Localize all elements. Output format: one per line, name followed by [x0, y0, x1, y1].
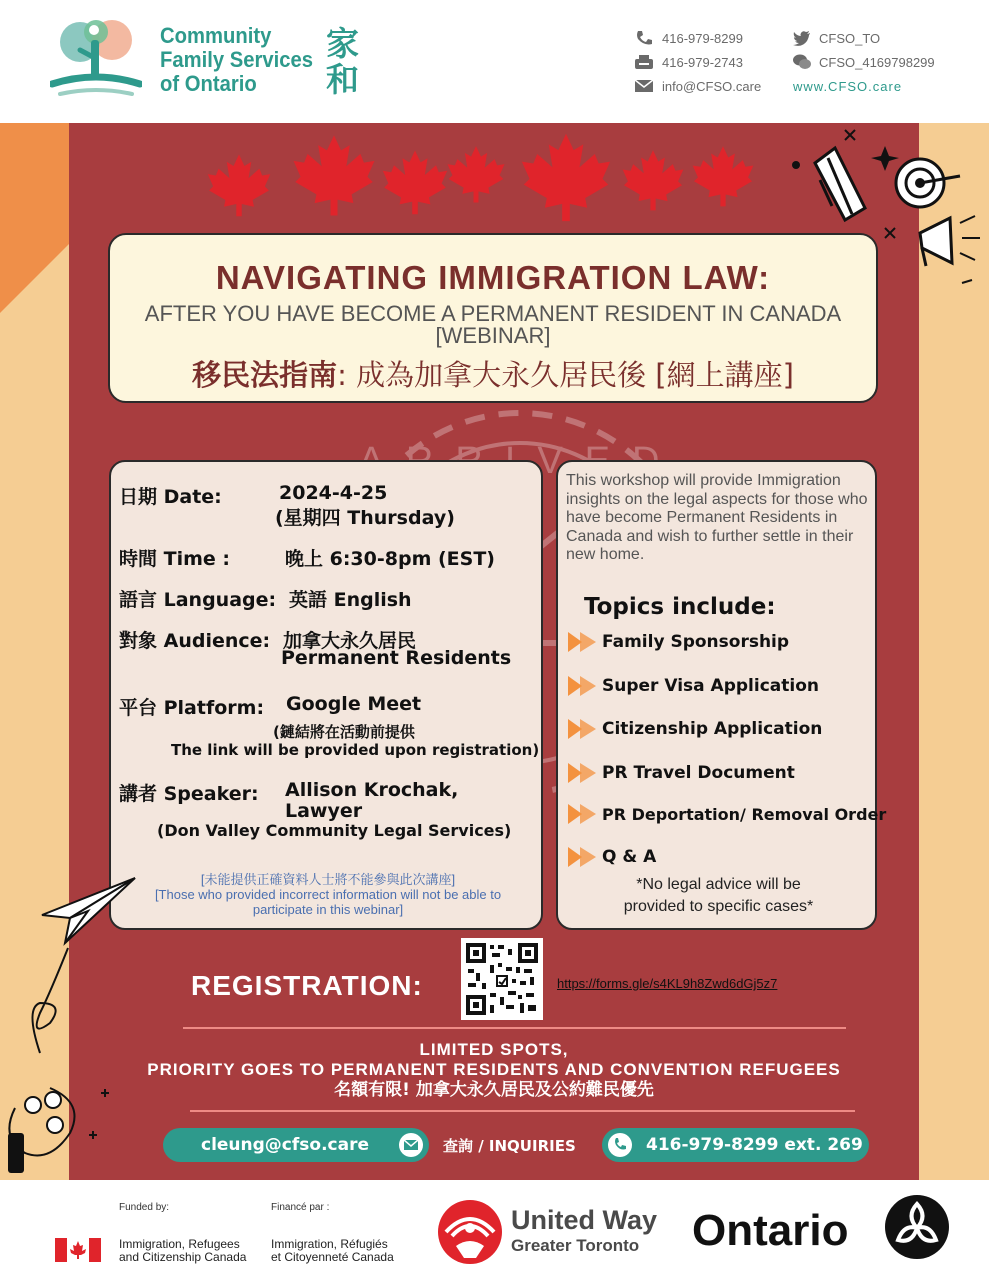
- topic-label: PR Travel Document: [602, 763, 795, 783]
- website-row: [793, 74, 935, 98]
- funded-by-label: Funded by:: [119, 1202, 170, 1213]
- united-way-wordmark: [511, 1206, 657, 1256]
- org-name-line: of Ontario: [160, 71, 257, 96]
- inquiry-email[interactable]: cleung@cfso.care: [201, 1135, 369, 1155]
- platform-label: 平台 Platform:: [119, 697, 265, 719]
- time-value: 晚上 6:30-8pm (EST): [285, 548, 495, 570]
- email-row: [634, 74, 761, 98]
- ircc-line: Immigration, Refugees: [119, 1237, 240, 1251]
- ircc-line: and Citizenship Canada: [119, 1250, 247, 1264]
- title-sub: AFTER YOU HAVE BECOME A PERMANENT RESIDENT IN CANADA [WEBINAR]: [144, 301, 842, 348]
- date-value: 2024-4-25: [279, 482, 388, 504]
- language-label: 語言 Language:: [119, 589, 277, 611]
- registration-notice: [111, 872, 545, 917]
- topic-item: [566, 845, 656, 869]
- org-chinese-name: 家和: [326, 24, 359, 99]
- divider-line: [190, 1110, 855, 1112]
- title-chinese-rest: : 成為加拿大永久居民後 [網上講座]: [337, 358, 794, 392]
- mail-icon: [399, 1133, 423, 1157]
- topic-label: Citizenship Application: [602, 719, 823, 739]
- wechat-row: [793, 50, 935, 74]
- topic-label: Family Sponsorship: [602, 632, 790, 652]
- org-name-line: Community: [160, 23, 272, 48]
- priority-line-zh: 名額有限! 加拿大永久居民及公約難民優先: [334, 1080, 654, 1100]
- email-pill[interactable]: [163, 1128, 429, 1162]
- topics-heading: Topics include:: [584, 594, 776, 620]
- maple-leaf-icon: [205, 151, 273, 219]
- maple-leaf-icon: [290, 131, 378, 219]
- united-way-logo-icon: [436, 1198, 504, 1266]
- platform-note-en: The link will be provided upon registration): [171, 741, 540, 759]
- mail-icon: [634, 78, 654, 94]
- topic-item: [566, 761, 795, 785]
- priority-line: LIMITED SPOTS,: [419, 1040, 569, 1059]
- topic-label: PR Deportation/ Removal Order: [602, 804, 887, 824]
- inquiries-label: 查詢 / INQUIRIES: [443, 1137, 576, 1155]
- topic-item: [566, 674, 819, 698]
- registration-qr-code[interactable]: [461, 938, 543, 1020]
- wechat-id[interactable]: CFSO_4169798299: [819, 54, 935, 70]
- email-address[interactable]: info@CFSO.care: [662, 78, 762, 94]
- united-way-region: Greater Toronto: [511, 1236, 640, 1255]
- topic-label: Q & A: [602, 847, 657, 867]
- org-name: [160, 24, 313, 96]
- event-details-box: [109, 460, 543, 930]
- maple-leaf-icon: [518, 129, 614, 225]
- audience-label: 對象 Audience:: [119, 630, 271, 652]
- maple-leaf-icon: [620, 147, 686, 213]
- title-chinese: [110, 353, 876, 394]
- twitter-handle[interactable]: CFSO_TO: [819, 30, 881, 46]
- phone-icon: [634, 30, 654, 46]
- legal-disclaimer: *No legal advice will be provided to specific cases*: [623, 876, 814, 915]
- qr-code-icon: [466, 943, 538, 1015]
- double-arrow-icon: [566, 674, 598, 698]
- audience-value-zh: 加拿大永久居民: [283, 630, 417, 652]
- double-arrow-icon: [566, 845, 598, 869]
- ircc-name-fr: [271, 1238, 394, 1264]
- ontario-trillium-logo-icon: [884, 1194, 950, 1260]
- inquiry-phone[interactable]: 416-979-8299 ext. 269: [646, 1135, 863, 1155]
- phone-number[interactable]: 416-979-8299: [662, 30, 743, 46]
- speaker-organization: (Don Valley Community Legal Services): [157, 821, 512, 840]
- ircc-line: Immigration, Réfugiés: [271, 1237, 388, 1251]
- double-arrow-icon: [566, 630, 598, 654]
- platform-value: Google Meet: [286, 693, 422, 715]
- speaker-label: 講者 Speaker:: [119, 783, 259, 805]
- topic-item: [566, 630, 789, 654]
- phone-pill[interactable]: [602, 1128, 869, 1162]
- wechat-icon: [793, 54, 811, 70]
- family-tree-logo-icon: [50, 14, 142, 100]
- language-value: 英語 English: [289, 589, 412, 611]
- divider-line: [183, 1027, 846, 1029]
- speaker-title: Lawyer: [285, 800, 363, 822]
- ircc-line: et Citoyenneté Canada: [271, 1250, 394, 1264]
- topic-label: Super Visa Application: [602, 676, 819, 696]
- phone-row: [634, 26, 761, 50]
- poster-body: [0, 123, 989, 1180]
- speaker-name: Allison Krochak,: [285, 779, 459, 801]
- priority-line: PRIORITY GOES TO PERMANENT RESIDENTS AND CONVENTION REFUGEES: [147, 1060, 841, 1079]
- title-chinese-bold: 移民法指南: [192, 358, 338, 392]
- twitter-row: [793, 26, 935, 50]
- title-box: [108, 233, 878, 403]
- contact-social: [793, 26, 935, 98]
- date-label: 日期 Date:: [119, 486, 222, 508]
- fax-icon: [634, 54, 654, 70]
- platform-note-zh: (鏈結將在活動前提供: [273, 723, 415, 741]
- audience-value-en: Permanent Residents: [281, 647, 512, 669]
- fax-row: [634, 50, 761, 74]
- maple-leaf-icon: [445, 143, 507, 205]
- topic-item: [566, 717, 822, 741]
- double-arrow-icon: [566, 717, 598, 741]
- title-main: NAVIGATING IMMIGRATION LAW:: [215, 259, 771, 296]
- double-arrow-icon: [566, 761, 598, 785]
- double-arrow-icon: [566, 802, 598, 826]
- org-name-line: Family Services: [160, 47, 314, 72]
- contact-phones: [634, 26, 761, 98]
- united-way-name: United Way: [511, 1205, 658, 1235]
- notice-en: [Those who provided incorrect information will not be able to participate in this webinar]: [154, 887, 502, 917]
- notice-zh: [未能提供正確資料人士將不能參與此次講座]: [200, 872, 456, 887]
- phone-icon: [608, 1133, 632, 1157]
- ircc-name-en: [119, 1238, 246, 1264]
- fax-number[interactable]: 416-979-2743: [662, 54, 743, 70]
- header: [0, 0, 989, 123]
- maple-leaf-icon: [380, 147, 450, 217]
- registration-link[interactable]: https://forms.gle/s4KL9h8Zwd6dGj5z7: [557, 976, 778, 991]
- time-label: 時間 Time :: [119, 548, 230, 570]
- finance-par-label: Financé par :: [271, 1202, 330, 1213]
- website-link[interactable]: www.CFSO.care: [793, 78, 903, 94]
- twitter-icon: [793, 30, 811, 46]
- footer-sponsors: [0, 1180, 989, 1280]
- ontario-wordmark: Ontario: [692, 1206, 849, 1255]
- workshop-intro: This workshop will provide Immigration insights on the legal aspects for those who have become Permanent Residents in Canada and wish to further settle in their new home.: [566, 472, 868, 563]
- date-day: (星期四 Thursday): [275, 507, 455, 529]
- topics-box: [556, 460, 887, 930]
- canada-flag-icon: [55, 1238, 101, 1262]
- topic-item: [566, 802, 886, 826]
- paper-plane-icon: [10, 863, 140, 1063]
- maple-leaf-icon: [690, 143, 756, 209]
- priority-notice: [69, 1040, 919, 1100]
- registration-heading: REGISTRATION:: [191, 970, 423, 1001]
